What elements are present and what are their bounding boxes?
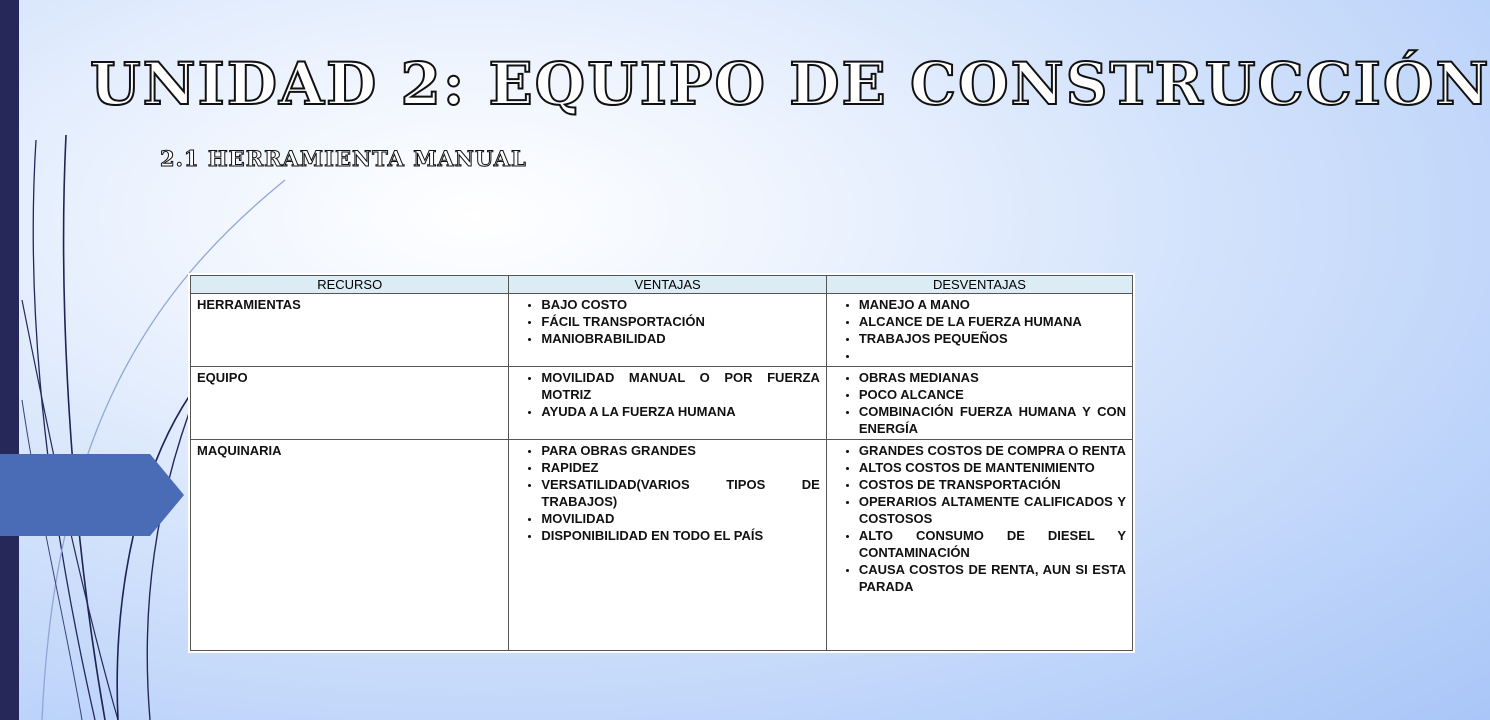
header-ventajas: VENTAJAS xyxy=(509,276,826,294)
slide-title: UNIDAD 2: EQUIPO DE CONSTRUCCIÓN xyxy=(90,50,1490,118)
comparison-table xyxy=(190,275,1133,651)
header-desventajas: DESVENTAJAS xyxy=(826,276,1132,294)
table-header-row xyxy=(191,276,1133,294)
list-item: • RAPIDEZ xyxy=(541,459,819,476)
desventajas-cell xyxy=(826,367,1132,440)
list-item xyxy=(859,347,1126,364)
list-item: • COMBINACIÓN FUERZA HUMANA Y CON ENERGÍA xyxy=(859,403,1126,437)
ventajas-list xyxy=(515,296,819,347)
ventajas-cell xyxy=(509,294,826,367)
arrow-tab xyxy=(0,454,184,536)
list-item: • POCO ALCANCE xyxy=(859,386,1126,403)
list-item: • TRABAJOS PEQUEÑOS xyxy=(859,330,1126,347)
slide-subtitle: 2.1 HERRAMIENTA MANUAL xyxy=(160,146,527,171)
comparison-table-container xyxy=(188,273,1135,653)
list-item: • ALTO CONSUMO DE DIESEL Y CONTAMINACIÓN xyxy=(859,527,1126,561)
table-row xyxy=(191,294,1133,367)
list-item: • COSTOS DE TRANSPORTACIÓN xyxy=(859,476,1126,493)
desventajas-list xyxy=(833,442,1126,595)
list-item: • MOVILIDAD MANUAL O POR FUERZA MOTRIZ xyxy=(541,369,819,403)
recurso-cell: MAQUINARIA xyxy=(191,440,509,651)
table-row xyxy=(191,440,1133,651)
ventajas-list xyxy=(515,442,819,544)
list-item: • DISPONIBILIDAD EN TODO EL PAÍS xyxy=(541,527,819,544)
recurso-cell: EQUIPO xyxy=(191,367,509,440)
list-item: • AYUDA A LA FUERZA HUMANA xyxy=(541,403,819,420)
list-item: • FÁCIL TRANSPORTACIÓN xyxy=(541,313,819,330)
recurso-cell: HERRAMIENTAS xyxy=(191,294,509,367)
ventajas-cell xyxy=(509,440,826,651)
list-item: • MOVILIDAD xyxy=(541,510,819,527)
list-item: • GRANDES COSTOS DE COMPRA O RENTA xyxy=(859,442,1126,459)
list-item: • OBRAS MEDIANAS xyxy=(859,369,1126,386)
list-item: • ALTOS COSTOS DE MANTENIMIENTO xyxy=(859,459,1126,476)
list-item: • ALCANCE DE LA FUERZA HUMANA xyxy=(859,313,1126,330)
ventajas-list xyxy=(515,369,819,420)
desventajas-list xyxy=(833,369,1126,437)
desventajas-cell xyxy=(826,440,1132,651)
list-item: • OPERARIOS ALTAMENTE CALIFICADOS Y COSTOSOS xyxy=(859,493,1126,527)
list-item: • PARA OBRAS GRANDES xyxy=(541,442,819,459)
list-item: • VERSATILIDAD(VARIOS TIPOS DE TRABAJOS) xyxy=(541,476,819,510)
desventajas-cell xyxy=(826,294,1132,367)
list-item: • BAJO COSTO xyxy=(541,296,819,313)
list-item: • CAUSA COSTOS DE RENTA, AUN SI ESTA PARADA xyxy=(859,561,1126,595)
list-item: • MANIOBRABILIDAD xyxy=(541,330,819,347)
desventajas-list xyxy=(833,296,1126,364)
table-row xyxy=(191,367,1133,440)
list-item: • MANEJO A MANO xyxy=(859,296,1126,313)
header-recurso: RECURSO xyxy=(191,276,509,294)
ventajas-cell xyxy=(509,367,826,440)
